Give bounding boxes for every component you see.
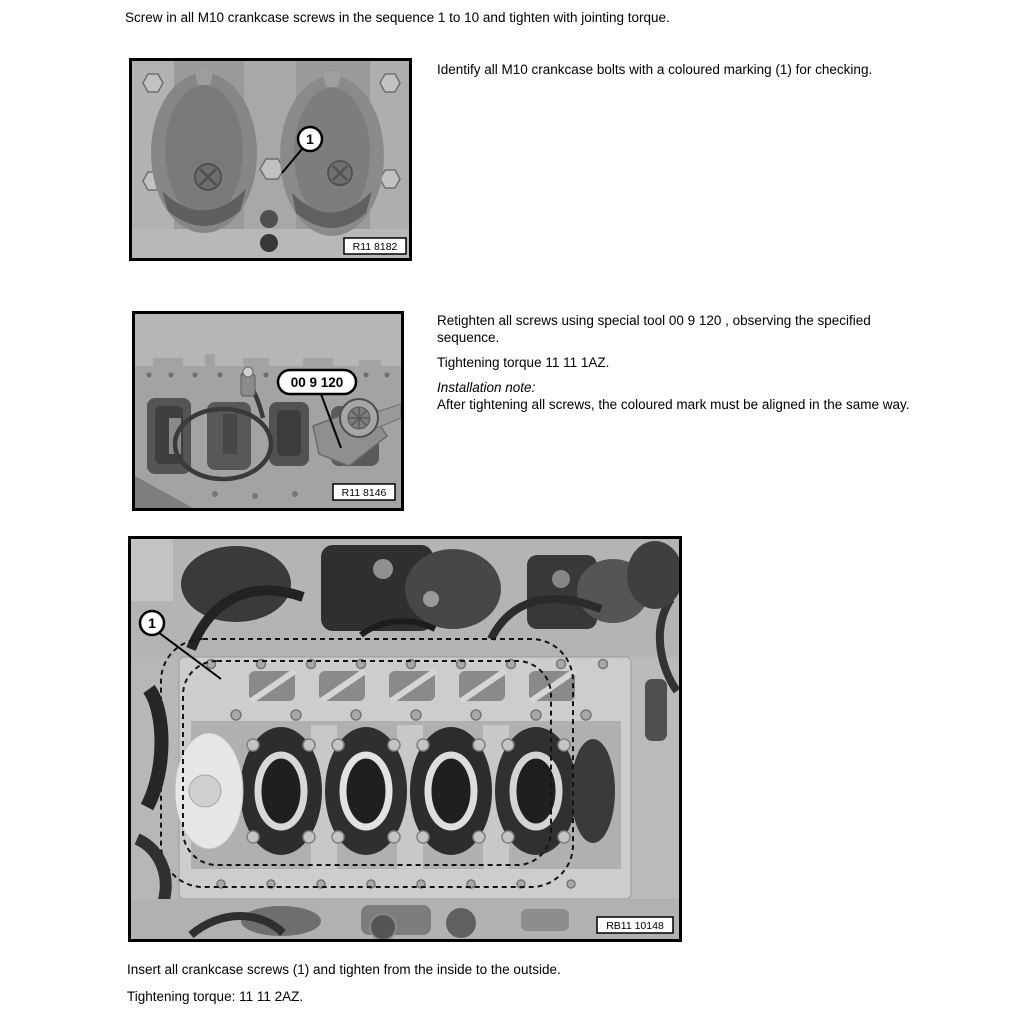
- crankshaft-and-caps: [175, 721, 621, 869]
- step-retighten-column: [437, 312, 911, 421]
- figure-crankcase-bolts: [129, 58, 412, 261]
- crankcase-bolts-photo: [132, 61, 409, 258]
- figure-crankcase-bottom: [128, 536, 682, 942]
- tool-callout-label: [278, 370, 356, 394]
- installation-note-text: After tightening all screws, the coloured mark must be aligned in the same way.: [437, 397, 910, 412]
- callout-1-badge: [298, 127, 322, 151]
- step-insert-block: [127, 961, 827, 1015]
- torque-2az-paragraph: Tightening torque: 11 11 2AZ.: [127, 989, 304, 1004]
- callout-1-number: 1: [148, 615, 156, 631]
- crankcase-bottom-photo: [131, 539, 679, 939]
- figure-ref-label: [333, 484, 395, 500]
- tool-number-text: 00 9 120: [290, 375, 344, 390]
- figure-ref-text: RB11 10148: [606, 920, 664, 932]
- figure-special-tool: [132, 311, 404, 511]
- step-identify-text: Identify all M10 crankcase bolts with a coloured marking (1) for checking.: [437, 62, 873, 77]
- figure-ref-label: [597, 917, 673, 933]
- figure-ref-text: R11 8146: [341, 487, 387, 499]
- figure-ref-label: [344, 238, 406, 254]
- intro-paragraph: Screw in all M10 crankcase screws in the sequence 1 to 10 and tighten with jointing torque.: [125, 10, 670, 25]
- installation-note-block: [437, 379, 911, 413]
- figure-ref-text: R11 8182: [352, 241, 398, 253]
- installation-note-label: Installation note:: [437, 380, 536, 395]
- torque-1az-paragraph: Tightening torque 11 11 1AZ.: [437, 355, 610, 370]
- special-tool-photo: [135, 314, 401, 508]
- oil-pump-hub: [189, 775, 221, 807]
- step-insert-paragraph: Insert all crankcase screws (1) and tighten from the inside to the outside.: [127, 962, 561, 977]
- callout-1-number: 1: [306, 131, 314, 147]
- step-retighten-paragraph: Retighten all screws using special tool 00 9 120 , observing the specified sequence.: [437, 313, 871, 345]
- callout-1-badge: [140, 611, 164, 635]
